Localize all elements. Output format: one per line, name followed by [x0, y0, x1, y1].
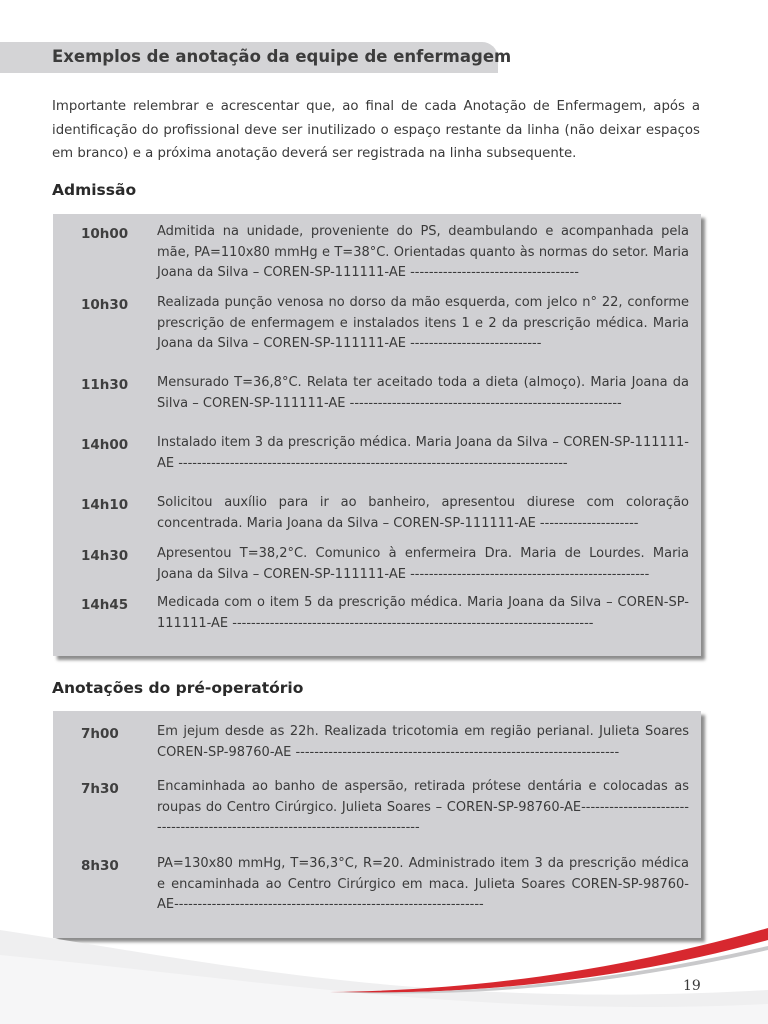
entry-time: 10h30 [81, 297, 129, 313]
entry-time: 14h30 [81, 548, 129, 564]
page-number: 19 [683, 978, 701, 994]
entry-time: 7h30 [81, 781, 119, 797]
entry-time: 8h30 [81, 858, 119, 874]
entry-time: 11h30 [81, 377, 129, 393]
section-title-preop: Anotações do pré-operatório [52, 679, 304, 697]
page-title: Exemplos de anotação da equipe de enfermagem [52, 47, 512, 66]
entry-time: 14h10 [81, 497, 129, 513]
entry-time: 10h00 [81, 226, 129, 242]
entry-text: Apresentou T=38,2°C. Comunico à enfermeira Dra. Maria de Lourdes. Maria Joana da Silva – COREN-SP-111111-AE --------------------------------------------------- [157, 546, 689, 582]
entry-time: 7h00 [81, 726, 119, 742]
entry-text: Admitida na unidade, proveniente do PS, deambulando e acompanhada pela mãe, PA=110x80 mmHg e T=38°C. Orientadas quanto às normas do setor. Maria Joana da Silva – COREN-SP-111111-AE ------------------------------------ [157, 224, 689, 280]
admissao-card [53, 214, 701, 656]
entry-time: 14h45 [81, 597, 129, 613]
entry-text: Solicitou auxílio para ir ao banheiro, apresentou diurese com coloração concentrada. Maria Joana da Silva – COREN-SP-111111-AE --------------------- [157, 495, 689, 531]
entry-text: Medicada com o item 5 da prescrição médica. Maria Joana da Silva – COREN-SP-111111-AE ----------------------------------------------------------------------------- [157, 595, 689, 631]
entry-text: Em jejum desde as 22h. Realizada tricotomia em região perianal. Julieta Soares COREN-SP-98760-AE --------------------------------------------------------------------- [157, 724, 689, 760]
title-bar [0, 42, 512, 73]
intro-paragraph: Importante relembrar e acrescentar que, ao final de cada Anotação de Enfermagem, após a identificação do profissional deve ser inutilizado o espaço restante da linha (não deixar espaços em branco) e a próxima anotação deverá ser registrada na linha subsequente. [52, 99, 700, 161]
entry-text: Instalado item 3 da prescrição médica. Maria Joana da Silva – COREN-SP-111111-AE ----------------------------------------------------------------------------------- [157, 435, 689, 471]
entry-text: Realizada punção venosa no dorso da mão esquerda, com jelco n° 22, conforme prescrição de enfermagem e instalados itens 1 e 2 da prescrição médica. Maria Joana da Silva – COREN-SP-111111-AE ---------------------------- [157, 295, 689, 351]
entry-text: Mensurado T=36,8°C. Relata ter aceitado toda a dieta (almoço). Maria Joana da Silva – COREN-SP-111111-AE ---------------------------------------------------------- [157, 375, 689, 411]
entry-text: Encaminhada ao banho de aspersão, retirada prótese dentária e colocadas as roupas do Centro Cirúrgico. Julieta Soares – COREN-SP-98760-AE------------------------------------------------------------------------------- [157, 779, 689, 835]
entry-text: PA=130x80 mmHg, T=36,3°C, R=20. Administrado item 3 da prescrição médica e encaminhada ao Centro Cirúrgico em maca. Julieta Soares COREN-SP-98760-AE------------------------------------------------------------------ [157, 856, 689, 912]
footer-swoosh-decoration [0, 900, 768, 1024]
section-title-admissao: Admissão [52, 181, 137, 199]
entry-time: 14h00 [81, 437, 129, 453]
